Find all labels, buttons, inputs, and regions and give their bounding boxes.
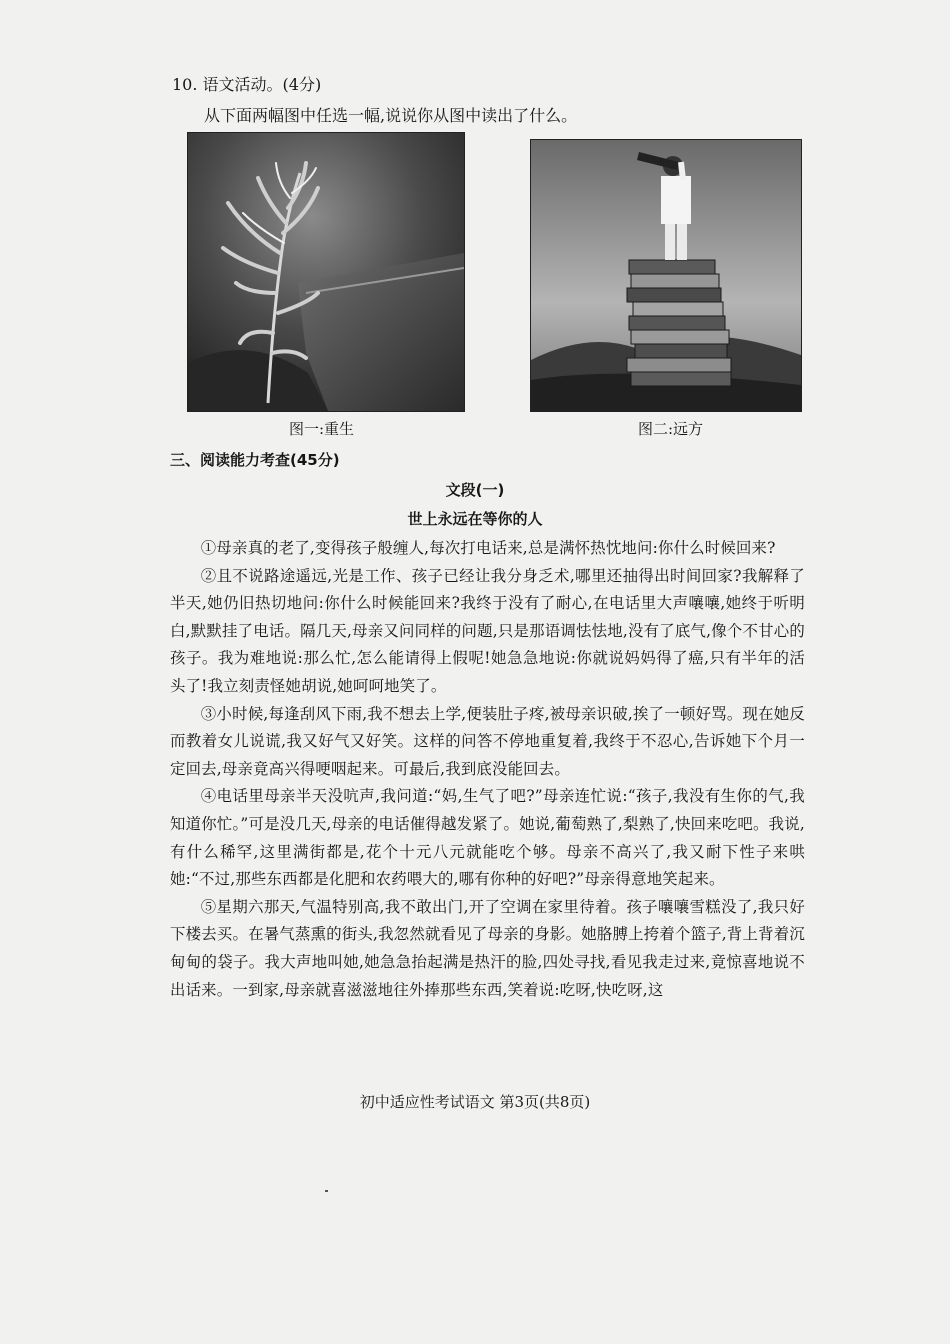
section-title: 三、阅读能力考查(45分) bbox=[170, 451, 340, 469]
figure-1-caption: 图一:重生 bbox=[289, 420, 355, 438]
question-title: 10. 语文活动。(4分) bbox=[172, 75, 322, 94]
paragraph-3: ③小时候,每逢刮风下雨,我不想去上学,便装肚子疼,被母亲识破,挨了一顿好骂。现在她反而教着女儿说谎,我又好气又好笑。这样的问答不停地重复着,我终于不忍心,告诉她下个月一定回去,母亲竟高兴得哽咽起来。可最后,我到底没能回去。 bbox=[170, 704, 805, 778]
figure-2-caption: 图二:远方 bbox=[638, 420, 704, 438]
paragraph-4: ④电话里母亲半天没吭声,我问道:“妈,生气了吧?”母亲连忙说:“孩子,我没有生你的气,我知道你忙。”可是没几天,母亲的电话催得越发紧了。她说,葡萄熟了,梨熟了,快回来吃吧。我说,有什么稀罕,这里满街都是,花个十元八元就能吃个够。母亲不高兴了,我又耐下性子来哄她:“不过,那些东西都是化肥和农药喂大的,哪有你种的好吧?”母亲得意地笑起来。 bbox=[170, 787, 805, 889]
page-footer: 初中适应性考试语文 第3页(共8页) bbox=[359, 1093, 591, 1111]
paragraph-1: ①母亲真的老了,变得孩子般缠人,每次打电话来,总是满怀热忱地问:你什么时候回来? bbox=[200, 539, 776, 557]
paragraph-2: ②且不说路途遥远,光是工作、孩子已经让我分身乏术,哪里还抽得出时间回家?我解释了半天,她仍旧热切地问:你什么时候能回来?我终于没有了耐心,在电话里大声嚷嚷,她终于听明白,默默挂了电话。隔几天,母亲又问同样的问题,只是那语调怯怯地,没有了底气,像个不甘心的孩子。我为难地说:那么忙,怎么能请得上假呢!她急急地说:你就说妈妈得了癌,只有半年的活头了!我立刻责怪她胡说,她呵呵地笑了。 bbox=[170, 566, 805, 695]
scan-speck bbox=[325, 1190, 328, 1192]
passage-title: 世上永远在等你的人 bbox=[407, 510, 543, 528]
passage-label: 文段(一) bbox=[445, 481, 505, 499]
question-prompt: 从下面两幅图中任选一幅,说说你从图中读出了什么。 bbox=[204, 106, 578, 125]
paragraph-5: ⑤星期六那天,气温特别高,我不敢出门,开了空调在家里待着。孩子嚷嚷雪糕没了,我只好下楼去买。在暑气蒸熏的街头,我忽然就看见了母亲的身影。她胳膊上挎着个篮子,背上背着沉甸甸的袋子。我大声地叫她,她急急抬起满是热汗的脸,四处寻找,看见我走过来,竟惊喜地说不出话来。一到家,母亲就喜滋滋地往外捧那些东西,笑着说:吃呀,快吃呀,这 bbox=[170, 897, 805, 999]
plant-growing-on-rock-image bbox=[187, 132, 465, 412]
passage-body bbox=[170, 535, 805, 1004]
person-with-telescope-on-books-image bbox=[530, 139, 802, 412]
